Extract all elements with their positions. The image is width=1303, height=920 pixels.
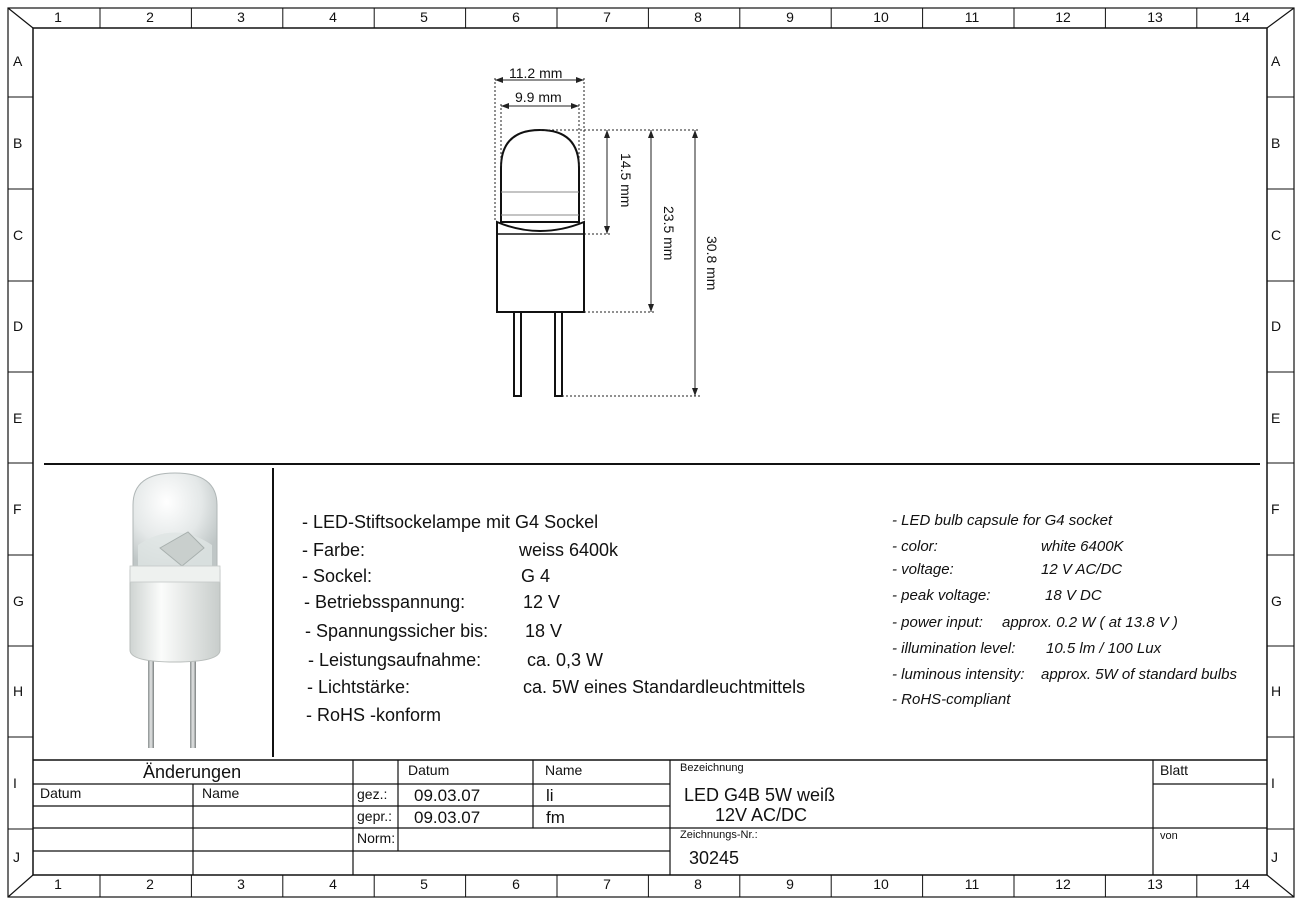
row-label: J (13, 849, 20, 865)
row-label: G (1271, 593, 1282, 609)
spec-de-value: 18 V (525, 621, 563, 641)
spec-en-value: 12 V AC/DC (1041, 561, 1123, 578)
column-label: 14 (1234, 876, 1250, 892)
column-label: 1 (54, 9, 62, 25)
row-label: C (1271, 227, 1282, 243)
column-label: 4 (329, 9, 337, 25)
column-label: 11 (964, 9, 980, 25)
row-label: A (13, 53, 23, 69)
spec-de-label: - Spannungssicher bis: (305, 621, 489, 641)
row-label: F (13, 501, 22, 517)
spec-en-value: approx. 5W of standard bulbs (1041, 666, 1237, 683)
column-label: 13 (1147, 9, 1163, 25)
column-ticks (100, 8, 1197, 897)
dim-width-inner: 9.9 mm (515, 89, 562, 105)
dim-height-bulb: 14.5 mm (618, 153, 634, 208)
row-label: E (1271, 410, 1281, 426)
spec-en-value: 10.5 lm / 100 Lux (1046, 640, 1162, 657)
column-label: 3 (237, 9, 245, 25)
drawn-name: li (546, 786, 554, 805)
changes-date-header: Datum (40, 785, 82, 801)
row-label: I (1271, 775, 1275, 791)
dim-height-body: 23.5 mm (661, 206, 677, 261)
spec-de-value: G 4 (521, 566, 551, 586)
spec-en-label: - color: (892, 538, 938, 555)
bulb-outline-drawing (497, 130, 584, 396)
drawing-number-label: Zeichnungs-Nr.: (680, 829, 758, 841)
row-label: C (13, 227, 24, 243)
spec-de-value: 12 V (523, 592, 561, 612)
spec-de-label: - Leistungsaufnahme: (308, 650, 482, 670)
drawing-number: 30245 (689, 848, 740, 868)
spec-en-label: - illumination level: (892, 640, 1016, 657)
checked-date: 09.03.07 (414, 808, 481, 827)
column-label: 2 (146, 876, 154, 892)
column-label: 2 (146, 9, 154, 25)
column-label: 1 (54, 876, 62, 892)
spec-de-label: - Betriebsspannung: (304, 592, 466, 612)
row-label: H (1271, 683, 1282, 699)
row-label: A (1271, 53, 1281, 69)
row-label: G (13, 593, 24, 609)
column-label: 7 (603, 9, 611, 25)
row-label: J (1271, 849, 1278, 865)
dim-height-total: 30.8 mm (704, 236, 720, 291)
row-label: D (13, 318, 24, 334)
column-label: 13 (1147, 876, 1163, 892)
designation-label: Bezeichnung (680, 762, 744, 774)
spec-de-last: - RoHS -konform (306, 705, 442, 725)
sheet-label: Blatt (1160, 762, 1189, 778)
column-label: 3 (237, 876, 245, 892)
column-label: 9 (786, 876, 794, 892)
checked-name: fm (546, 808, 565, 827)
column-label: 8 (694, 876, 702, 892)
designation-line2: 12V AC/DC (715, 805, 808, 825)
drawn-label: gez.: (357, 786, 388, 802)
spec-en-label: - voltage: (892, 561, 954, 578)
spec-en-value: white 6400K (1041, 538, 1124, 555)
row-label: B (1271, 135, 1281, 151)
spec-de-label: - Lichtstärke: (307, 677, 411, 697)
spec-de-value: weiss 6400k (519, 540, 619, 560)
column-label: 12 (1055, 9, 1071, 25)
spec-en-value: 18 V DC (1045, 587, 1102, 604)
norm-label: Norm: (357, 830, 396, 846)
spec-de-value: ca. 0,3 W (527, 650, 604, 670)
spec-en-label: - power input: (892, 614, 983, 631)
of-label: von (1160, 830, 1178, 842)
changes-name-header: Name (202, 785, 240, 801)
column-label: 5 (420, 9, 428, 25)
spec-en-title: - LED bulb capsule for G4 socket (892, 512, 1113, 529)
spec-en-label: - luminous intensity: (892, 666, 1025, 683)
spec-de-label: - Sockel: (302, 566, 373, 586)
row-label: E (13, 410, 23, 426)
bulb-photo (130, 473, 220, 748)
changes-header: Änderungen (143, 762, 242, 782)
column-label: 11 (964, 876, 980, 892)
column-label: 6 (512, 9, 520, 25)
column-label: 12 (1055, 876, 1071, 892)
row-label: I (13, 775, 17, 791)
row-label: F (1271, 501, 1280, 517)
spec-en-label: - peak voltage: (892, 587, 991, 604)
dim-width-outer: 11.2 mm (509, 65, 563, 81)
row-label: D (1271, 318, 1282, 334)
designation-line1: LED G4B 5W weiß (684, 785, 836, 805)
name-header: Name (545, 762, 583, 778)
column-label: 14 (1234, 9, 1250, 25)
spec-en-last: - RoHS-compliant (892, 691, 1011, 708)
spec-en-value: approx. 0.2 W ( at 13.8 V ) (1002, 614, 1178, 631)
column-label: 5 (420, 876, 428, 892)
column-label: 4 (329, 876, 337, 892)
spec-de-title: - LED-Stiftsockelampe mit G4 Sockel (302, 512, 599, 532)
column-label: 9 (786, 9, 794, 25)
row-label: B (13, 135, 23, 151)
column-label: 10 (873, 876, 889, 892)
column-label: 10 (873, 9, 889, 25)
drawn-date: 09.03.07 (414, 786, 481, 805)
spec-de-value: ca. 5W eines Standardleuchtmittels (523, 677, 806, 697)
date-header: Datum (408, 762, 450, 778)
column-label: 8 (694, 9, 702, 25)
column-label: 7 (603, 876, 611, 892)
column-label: 6 (512, 876, 520, 892)
spec-de-label: - Farbe: (302, 540, 366, 560)
checked-label: gepr.: (357, 808, 393, 824)
row-label: H (13, 683, 24, 699)
